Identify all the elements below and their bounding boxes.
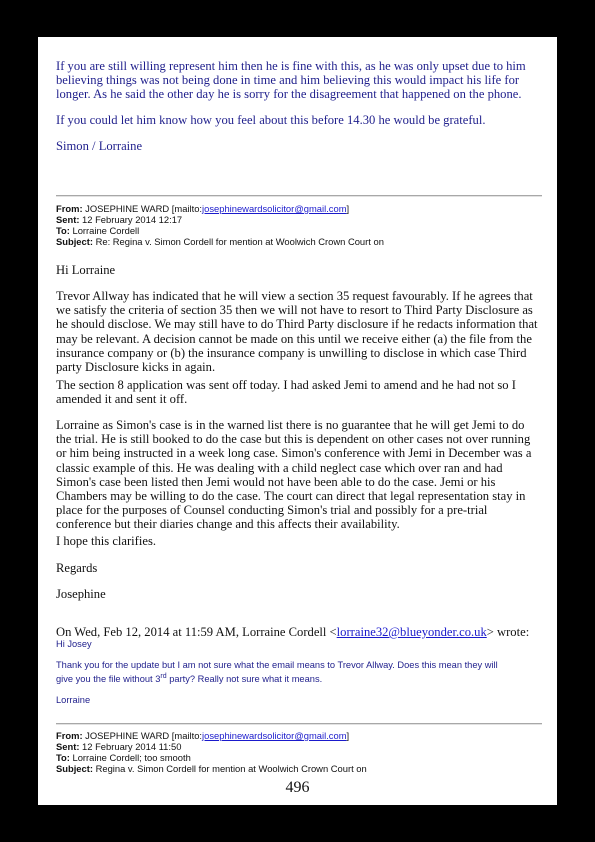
body-paragraph: I hope this clarifies.	[56, 534, 157, 548]
from-line: From: JOSEPHINE WARD [mailto:josephinewardsolicitor@gmail.com]	[56, 203, 350, 214]
email-link[interactable]: lorraine32@blueyonder.co.uk	[336, 625, 487, 639]
quote-greeting: Hi Josey	[56, 639, 92, 649]
divider	[56, 723, 542, 725]
subject-line: Subject: Regina v. Simon Cordell for mention at Woolwich Crown Court on	[56, 763, 367, 774]
body-paragraph: Lorraine as Simon's case is in the warned list there is no guarantee that he will get Jemi to do the trial. He is still booked to do the case but this is dependent on other cases not over running or him being instructed in a week long case. Simon's conference with Jemi in December was a classic example of this. He was dealing with a child neglect case which over ran and had Simon's case been listed then Jemi would not have been able to do the case. Jemi or his Chambers may be willing to do the case. The court can direct that legal representation stay in place for the purposes of Counsel conducting Simon's trial and possibly for a pre-trial conference but their diaries change and this affects their availability.	[56, 418, 532, 532]
signature: Josephine	[56, 587, 106, 601]
email-link[interactable]: josephinewardsolicitor@gmail.com	[202, 203, 347, 214]
greeting: Hi Lorraine	[56, 263, 116, 277]
body-paragraph: The section 8 application was sent off today. I had asked Jemi to amend and he had not so I amended it and sent it off.	[56, 378, 516, 407]
quoted-message	[56, 637, 546, 707]
quote-line: Thank you for the update but I am not sure what the email means to Trevor Allway. Does this mean they will	[56, 659, 498, 670]
divider	[56, 195, 542, 197]
body-paragraph: Trevor Allway has indicated that he will view a section 35 request favourably. If he agrees that we satisfy the criteria of section 35 then we will not have to resort to Third Party Disclosure as he should disclose. We may still have to do Third Party disclosure if he redacts information that may be relevant. A decision cannot be made on this until we receive either (a) the file from the insurance company or (b) the insurance company is unwilling to disclose in which case Third party Disclosure kicks in again.	[56, 289, 538, 375]
closing: Regards	[56, 561, 98, 575]
signature: Simon / Lorraine	[56, 139, 143, 153]
message-paragraph: If you could let him know how you feel about this before 14.30 he would be grateful.	[56, 113, 486, 127]
quote-line: give you the file without 3rd party? Really not sure what it means.	[56, 672, 323, 684]
quote-intro: On Wed, Feb 12, 2014 at 11:59 AM, Lorraine Cordell <lorraine32@blueyonder.co.uk> wrote:	[56, 625, 530, 639]
page-number: 496	[285, 779, 310, 796]
email-header	[56, 730, 546, 774]
email-header	[56, 203, 546, 247]
sent-line: Sent: 12 February 2014 12:17	[56, 214, 183, 225]
email-link[interactable]: josephinewardsolicitor@gmail.com	[202, 730, 347, 741]
message-paragraph: If you are still willing represent him then he is fine with this, as he was only upset due to him believing things was not being done in time and him believing this would impact his life for longer. As he said the other day he is sorry for the disagreement that happened on the phone.	[56, 59, 526, 102]
subject-line: Subject: Re: Regina v. Simon Cordell for mention at Woolwich Crown Court on	[56, 236, 384, 247]
from-line: From: JOSEPHINE WARD [mailto:josephinewardsolicitor@gmail.com]	[56, 730, 350, 741]
to-line: To: Lorraine Cordell	[56, 225, 140, 236]
to-line: To: Lorraine Cordell; too smooth	[56, 752, 191, 763]
document-page	[38, 37, 557, 805]
sent-line: Sent: 12 February 2014 11:50	[56, 741, 182, 752]
quote-signature: Lorraine	[56, 694, 91, 705]
